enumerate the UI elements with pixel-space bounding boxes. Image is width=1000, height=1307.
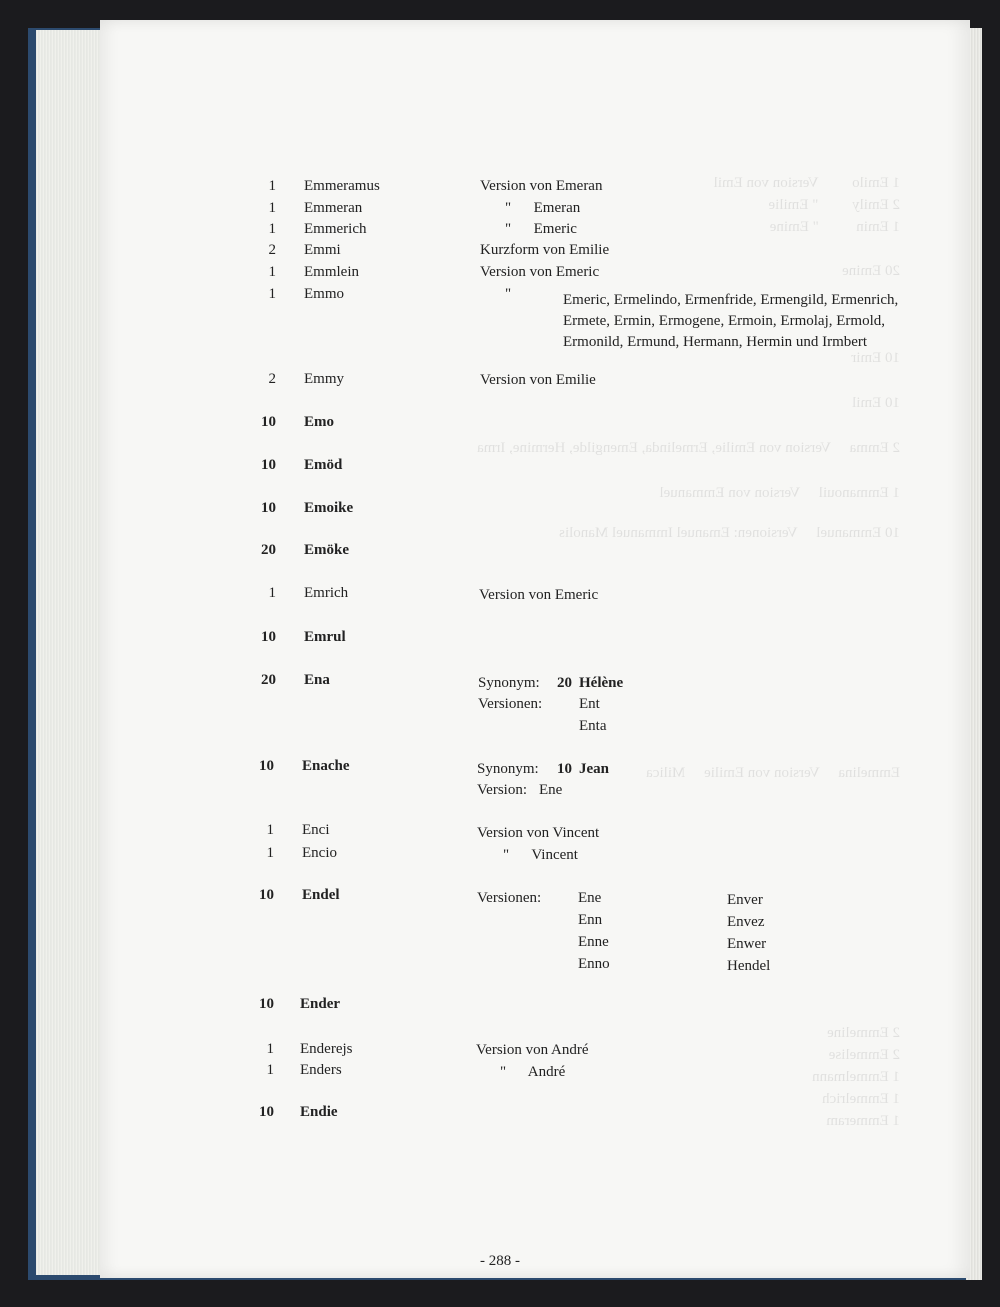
page-edges-left bbox=[36, 30, 106, 1275]
version-name: Hendel bbox=[727, 958, 771, 974]
entry-name: Emmo bbox=[304, 286, 344, 302]
entry-name: Emrich bbox=[304, 585, 349, 601]
entry-name: Enderejs bbox=[300, 1041, 353, 1057]
entry-desc: " André bbox=[500, 1064, 566, 1080]
entry-name: Emo bbox=[304, 414, 334, 430]
version-name: Ene bbox=[578, 890, 602, 906]
entry-rank: 10 bbox=[261, 629, 276, 645]
entry-rank: 2 bbox=[268, 242, 276, 258]
synonym-name: Hélène bbox=[579, 675, 624, 691]
entry-desc: " Emeran bbox=[505, 200, 581, 216]
entry-rank: 10 bbox=[261, 457, 276, 473]
entry-desc-line: Ermonild, Ermund, Hermann, Hermin und Irmbert bbox=[563, 334, 868, 350]
entry-name: Enci bbox=[302, 822, 330, 838]
version-label: Version: bbox=[477, 782, 527, 798]
entry-rank: 1 bbox=[266, 845, 274, 861]
entry-rank: 1 bbox=[268, 221, 276, 237]
version-name: Enta bbox=[579, 718, 607, 734]
entry-name: Ena bbox=[304, 672, 330, 688]
entry-rank: 1 bbox=[268, 264, 276, 280]
entry-rank: 2 bbox=[268, 371, 276, 387]
entry-name: Emöke bbox=[304, 542, 349, 558]
entry-desc: Version von Emeric bbox=[480, 264, 600, 280]
version-name: Enno bbox=[578, 956, 610, 972]
entry-rank: 1 bbox=[268, 200, 276, 216]
entry-desc-line: Emeric, Ermelindo, Ermenfride, Ermengild, Ermenrich, bbox=[563, 292, 899, 308]
entry-desc: Version von André bbox=[476, 1042, 589, 1058]
entry-rank: 1 bbox=[268, 585, 276, 601]
version-name: Enn bbox=[578, 912, 603, 928]
synonym-label: Synonym: bbox=[477, 761, 539, 777]
entry-name: Emmerich bbox=[304, 221, 367, 237]
version-name: Enwer bbox=[727, 936, 767, 952]
entry-rank: 1 bbox=[266, 822, 274, 838]
entry-name: Emmeran bbox=[304, 200, 363, 216]
versions-label: Versionen: bbox=[478, 696, 543, 712]
entry-rank: 10 bbox=[261, 414, 276, 430]
entry-desc-line: Ermete, Ermin, Ermogene, Ermoin, Ermolaj, Ermold, bbox=[563, 313, 885, 329]
entry-rank: 1 bbox=[266, 1041, 274, 1057]
synonym-rank: 20 bbox=[557, 675, 572, 691]
synonym-label: Synonym: bbox=[478, 675, 540, 691]
entry-rank: 1 bbox=[268, 286, 276, 302]
version-name: Enver bbox=[727, 892, 763, 908]
entry-name: Endel bbox=[302, 887, 340, 903]
entry-rank: 10 bbox=[259, 758, 274, 774]
page-number: - 288 - bbox=[480, 1253, 520, 1269]
entry-name: Emoike bbox=[304, 500, 354, 516]
version-name: Ene bbox=[539, 782, 563, 798]
versions-label: Versionen: bbox=[477, 890, 542, 906]
entry-name: Encio bbox=[302, 845, 337, 861]
entry-rank: 10 bbox=[259, 996, 274, 1012]
synonym-rank: 10 bbox=[557, 761, 572, 777]
synonym-name: Jean bbox=[579, 761, 609, 777]
entry-name: Enache bbox=[302, 758, 350, 774]
entry-name: Emöd bbox=[304, 457, 343, 473]
entry-name: Emmeramus bbox=[304, 178, 380, 194]
entry-name: Emmi bbox=[304, 242, 341, 258]
entry-name: Endie bbox=[300, 1104, 338, 1120]
version-name: Enne bbox=[578, 934, 609, 950]
entry-rank: 1 bbox=[266, 1062, 274, 1078]
entry-rank: 1 bbox=[268, 178, 276, 194]
entry-desc: Kurzform von Emilie bbox=[480, 242, 610, 258]
entry-rank: 10 bbox=[261, 500, 276, 516]
entry-name: Emmlein bbox=[304, 264, 359, 280]
entry-rank: 10 bbox=[259, 887, 274, 903]
entry-rank: 10 bbox=[259, 1104, 274, 1120]
entry-desc: " Emeric bbox=[505, 221, 577, 237]
entry-name: Ender bbox=[300, 996, 341, 1012]
entry-desc: Version von Emeric bbox=[479, 587, 599, 603]
entry-desc: Version von Emilie bbox=[480, 372, 596, 388]
entry-rank: 20 bbox=[261, 672, 276, 688]
entry-name: Emmy bbox=[304, 371, 344, 387]
entry-name: Emrul bbox=[304, 629, 346, 645]
version-name: Ent bbox=[579, 696, 600, 712]
ditto-mark: " bbox=[505, 286, 512, 302]
entry-desc: Version von Emeran bbox=[480, 178, 603, 194]
version-name: Envez bbox=[727, 914, 765, 930]
entry-desc: Version von Vincent bbox=[477, 825, 600, 841]
entry-name: Enders bbox=[300, 1062, 342, 1078]
entry-rank: 20 bbox=[261, 542, 276, 558]
entry-desc: " Vincent bbox=[503, 847, 578, 863]
